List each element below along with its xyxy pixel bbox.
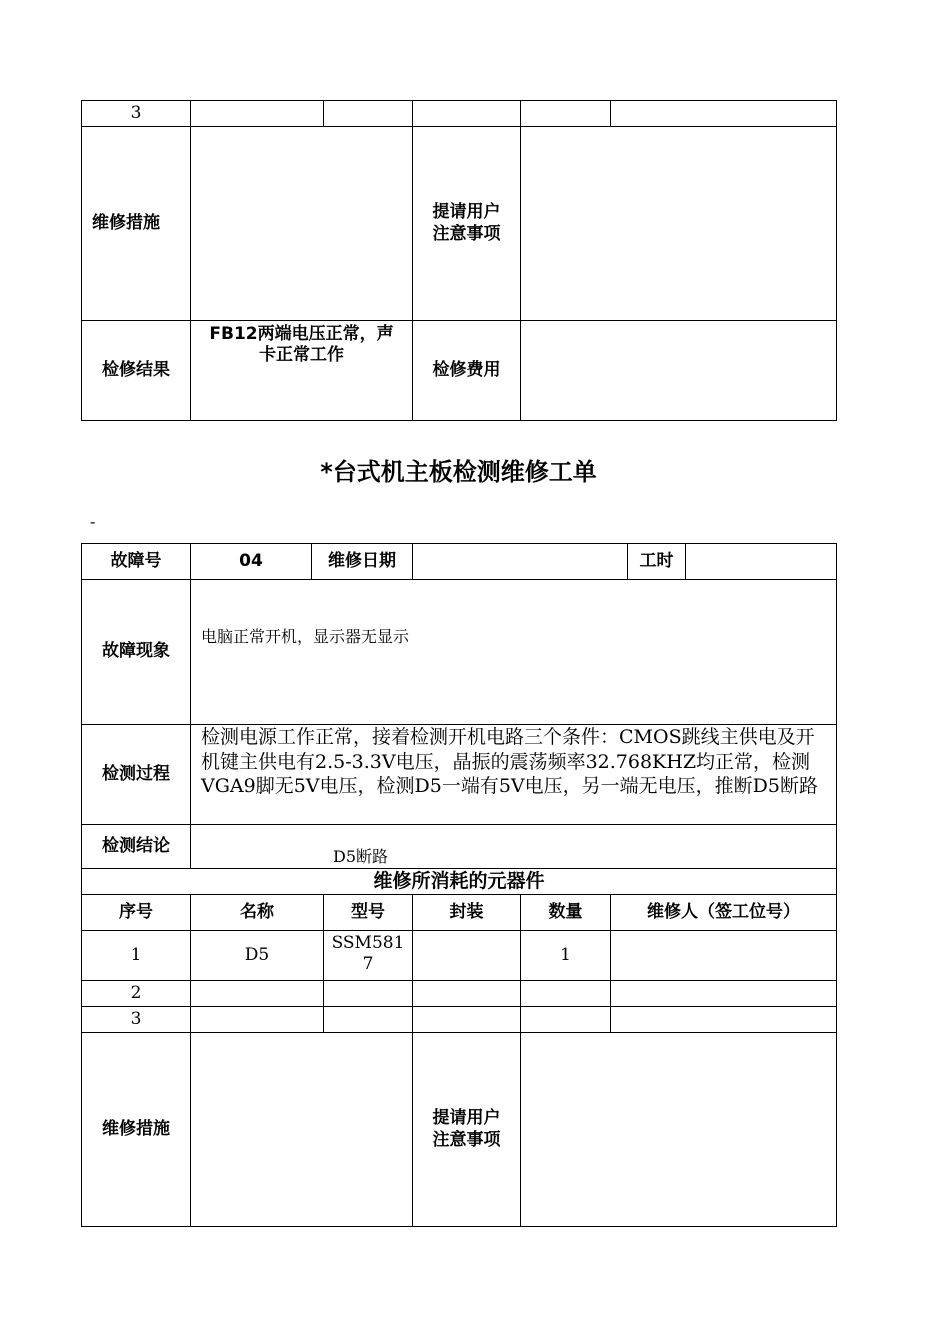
technician-cell[interactable] [611,931,837,981]
process-value[interactable]: 检测电源工作正常，接着检测开机电路三个条件：CMOS跳线主供电及开机键主供电有2.5-3.3V电压，晶振的震荡频率32.768KHZ均正常，检测VGA9脚无5V电压，检测D5一端有5V电压，另一端无电压，推断D5断路 [191,725,837,825]
part-qty-cell[interactable]: 1 [521,931,611,981]
part-package-cell[interactable] [413,101,521,127]
repair-order-table [81,543,837,1227]
part-qty-cell[interactable] [521,1007,611,1033]
part-name-cell[interactable] [191,101,324,127]
col-header-index: 序号 [82,895,191,931]
table-row [82,1007,837,1033]
notes-label-line2: 注意事项 [432,223,501,244]
conclusion-label: 检测结论 [82,825,191,869]
notes-value[interactable] [521,1033,837,1227]
hours-label: 工时 [628,544,686,580]
row-index: 2 [82,981,191,1007]
part-package-cell[interactable] [413,931,521,981]
technician-cell[interactable] [611,981,837,1007]
part-model-cell[interactable] [324,981,413,1007]
part-model-cell[interactable] [324,1007,413,1033]
part-name-cell[interactable]: D5 [191,931,324,981]
part-name-cell[interactable] [191,1007,324,1033]
technician-cell[interactable] [611,1007,837,1033]
col-header-name: 名称 [191,895,324,931]
technician-cell[interactable] [611,101,837,127]
fee-label: 检修费用 [413,321,521,421]
notes-value[interactable] [521,127,837,321]
part-package-cell[interactable] [413,981,521,1007]
table-row [82,981,837,1007]
notes-label-line1: 提请用户 [432,1108,501,1129]
col-header-model: 型号 [324,895,413,931]
page-title: *台式机主板检测维修工单 [320,458,597,486]
notes-label-line2: 注意事项 [432,1129,501,1150]
part-package-cell[interactable] [413,1007,521,1033]
col-header-technician: 维修人（签工位号） [611,895,837,931]
col-header-package: 封装 [413,895,521,931]
parts-header: 维修所消耗的元器件 [82,869,837,895]
measures-value[interactable] [191,127,413,321]
fault-no-value[interactable]: 04 [191,544,312,580]
measures-label: 维修措施 [82,127,191,321]
part-model-cell[interactable]: SSM5817 [324,931,413,981]
fault-no-label: 故障号 [82,544,191,580]
part-name-cell[interactable] [191,981,324,1007]
date-value[interactable] [413,544,628,580]
measures-label: 维修措施 [82,1033,191,1227]
notes-label [413,1033,521,1227]
result-label: 检修结果 [82,321,191,421]
date-label: 维修日期 [312,544,413,580]
table-row [82,931,837,981]
row-index: 1 [82,931,191,981]
symptom-label: 故障现象 [82,580,191,725]
symptom-value[interactable]: 电脑正常开机，显示器无显示 [191,580,837,725]
notes-label [413,127,521,321]
col-header-qty: 数量 [521,895,611,931]
notes-label-line1: 提请用户 [432,202,501,223]
row-index: 3 [82,101,191,127]
dash-mark: - [90,512,96,531]
hours-value[interactable] [686,544,837,580]
measures-value[interactable] [191,1033,413,1227]
part-qty-cell[interactable] [521,101,611,127]
process-label: 检测过程 [82,725,191,825]
part-model-cell[interactable] [324,101,413,127]
part-qty-cell[interactable] [521,981,611,1007]
fee-value[interactable] [521,321,837,421]
conclusion-value[interactable]: D5断路 [191,825,837,869]
row-index: 3 [82,1007,191,1033]
previous-order-table [81,100,837,421]
result-value: FB12两端电压正常，声卡正常工作 [191,321,413,421]
